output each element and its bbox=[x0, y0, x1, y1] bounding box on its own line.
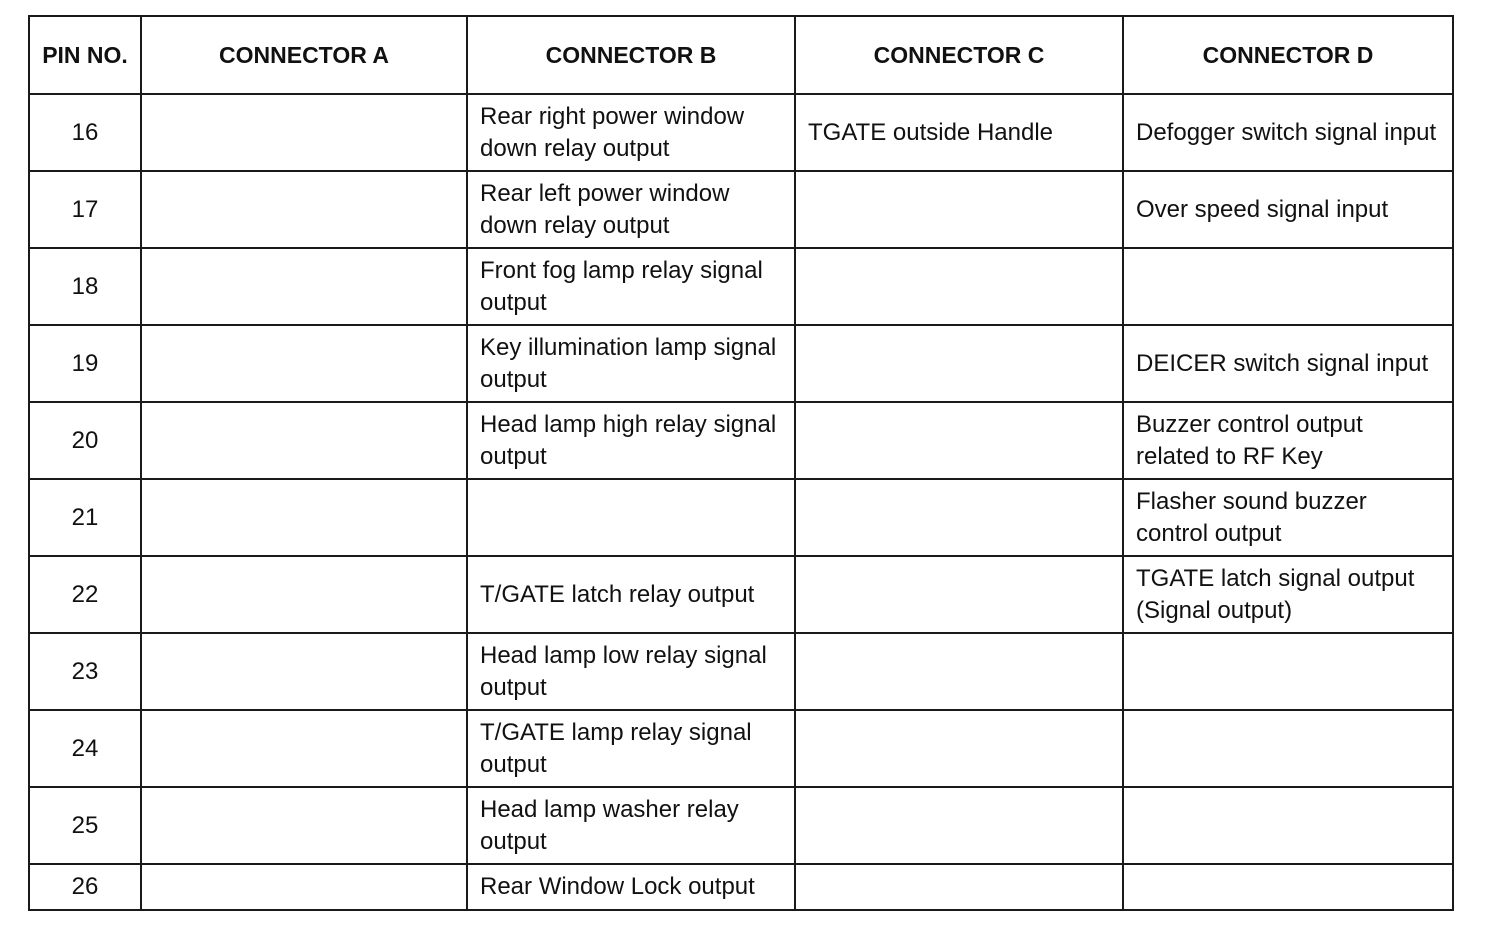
connector-c-cell bbox=[795, 787, 1123, 864]
connector-a-cell bbox=[141, 787, 467, 864]
connector-b-cell bbox=[467, 479, 795, 556]
connector-d-cell bbox=[1123, 864, 1453, 910]
table-row bbox=[29, 556, 1453, 633]
pin-number-cell: 22 bbox=[29, 556, 141, 633]
connector-c-cell: TGATE outside Handle bbox=[795, 94, 1123, 171]
table-row bbox=[29, 787, 1453, 864]
connector-a-cell bbox=[141, 94, 467, 171]
connector-d-cell bbox=[1123, 710, 1453, 787]
connector-b-cell: Rear left power window down relay output bbox=[467, 171, 795, 248]
connector-a-cell bbox=[141, 402, 467, 479]
connector-b-cell: Head lamp high relay signal output bbox=[467, 402, 795, 479]
connector-b-cell: Head lamp low relay signal output bbox=[467, 633, 795, 710]
pin-number-cell: 21 bbox=[29, 479, 141, 556]
connector-a-cell bbox=[141, 710, 467, 787]
connector-a-header: CONNECTOR A bbox=[141, 16, 467, 94]
connector-c-header: CONNECTOR C bbox=[795, 16, 1123, 94]
connector-a-cell bbox=[141, 556, 467, 633]
table-row bbox=[29, 633, 1453, 710]
connector-b-cell: Rear right power window down relay output bbox=[467, 94, 795, 171]
connector-c-cell bbox=[795, 633, 1123, 710]
connector-d-cell: DEICER switch signal input bbox=[1123, 325, 1453, 402]
connector-c-cell bbox=[795, 710, 1123, 787]
pin-no-header: PIN NO. bbox=[29, 16, 141, 94]
connector-c-cell bbox=[795, 402, 1123, 479]
pin-number-cell: 25 bbox=[29, 787, 141, 864]
connector-b-cell: T/GATE lamp relay signal output bbox=[467, 710, 795, 787]
connector-d-cell bbox=[1123, 248, 1453, 325]
connector-d-cell bbox=[1123, 787, 1453, 864]
table-row bbox=[29, 402, 1453, 479]
connector-a-cell bbox=[141, 864, 467, 910]
pin-number-cell: 20 bbox=[29, 402, 141, 479]
connector-d-cell: TGATE latch signal output (Signal output) bbox=[1123, 556, 1453, 633]
header-row bbox=[29, 16, 1453, 94]
connector-b-cell: T/GATE latch relay output bbox=[467, 556, 795, 633]
connector-b-header: CONNECTOR B bbox=[467, 16, 795, 94]
connector-a-cell bbox=[141, 479, 467, 556]
connector-d-cell bbox=[1123, 633, 1453, 710]
table-row bbox=[29, 479, 1453, 556]
connector-b-cell: Front fog lamp relay signal output bbox=[467, 248, 795, 325]
pin-number-cell: 23 bbox=[29, 633, 141, 710]
connector-c-cell bbox=[795, 248, 1123, 325]
connector-d-cell: Over speed signal input bbox=[1123, 171, 1453, 248]
table-row bbox=[29, 325, 1453, 402]
table-row bbox=[29, 864, 1453, 910]
connector-a-cell bbox=[141, 325, 467, 402]
table-row bbox=[29, 94, 1453, 171]
connector-pin-table bbox=[28, 15, 1454, 911]
connector-d-cell: Buzzer control output related to RF Key bbox=[1123, 402, 1453, 479]
connector-d-cell: Flasher sound buzzer control output bbox=[1123, 479, 1453, 556]
pin-number-cell: 17 bbox=[29, 171, 141, 248]
connector-c-cell bbox=[795, 171, 1123, 248]
connector-a-cell bbox=[141, 633, 467, 710]
pin-number-cell: 16 bbox=[29, 94, 141, 171]
table-row bbox=[29, 171, 1453, 248]
table-row bbox=[29, 248, 1453, 325]
pin-number-cell: 24 bbox=[29, 710, 141, 787]
connector-a-cell bbox=[141, 248, 467, 325]
table-row bbox=[29, 710, 1453, 787]
connector-c-cell bbox=[795, 325, 1123, 402]
connector-c-cell bbox=[795, 864, 1123, 910]
connector-d-cell: Defogger switch signal input bbox=[1123, 94, 1453, 171]
pin-number-cell: 26 bbox=[29, 864, 141, 910]
connector-b-cell: Rear Window Lock output bbox=[467, 864, 795, 910]
connector-c-cell bbox=[795, 479, 1123, 556]
connector-b-cell: Key illumination lamp signal output bbox=[467, 325, 795, 402]
pin-number-cell: 18 bbox=[29, 248, 141, 325]
connector-b-cell: Head lamp washer relay output bbox=[467, 787, 795, 864]
pin-number-cell: 19 bbox=[29, 325, 141, 402]
connector-d-header: CONNECTOR D bbox=[1123, 16, 1453, 94]
connector-c-cell bbox=[795, 556, 1123, 633]
connector-a-cell bbox=[141, 171, 467, 248]
